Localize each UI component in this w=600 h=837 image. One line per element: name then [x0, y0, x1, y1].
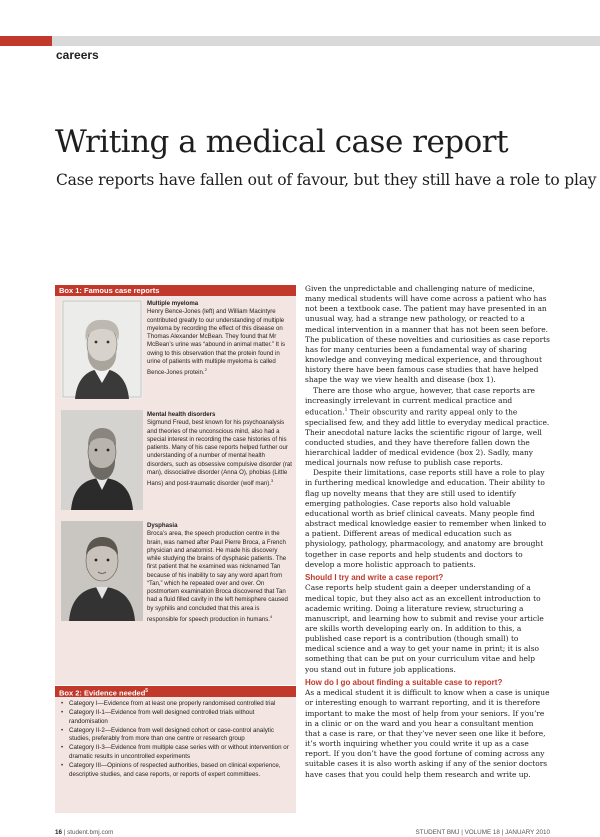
- page-number: 16: [55, 829, 63, 836]
- list-item: • Category III—Opinions of respected authorities, based on clinical experience, descriptive studies, and case reports, or reports of expert committees.: [69, 762, 290, 779]
- famous-case-mental-health: [147, 411, 292, 488]
- box1-header: Box 1: Famous case reports: [55, 285, 296, 296]
- portrait-bence-jones-image: [61, 299, 143, 399]
- footer-left: [55, 829, 113, 836]
- list-item: • Category I—Evidence from at least one properly randomised controlled trial: [69, 700, 290, 709]
- section-label: careers: [56, 48, 99, 62]
- reference-marker: 4: [269, 613, 273, 619]
- portrait-freud-image: [61, 410, 143, 510]
- famous-case-text: Henry Bence-Jones (left) and William Macintyre contributed greatly to our understanding of multiple myeloma by recording the effect of this disease on Thomas Alexander McBean. They found that Mr McBean’s urine was “abound in animal matter.” It is owing to this observation that the protein found in urine of patients with multiple myeloma is called Bence-Jones protein.: [147, 308, 286, 377]
- paragraph: Case reports help student gain a deeper understanding of a medical topic, but they also act as an excellent introduction to academic writing. Doing a literature review, structuring a manuscript, and learning how to submit and revise your article are skills worth developing early on. In addition to this, a published case report is a contribution (though small) to medical science and a way to get your name in print; it is also something that can be put on your curriculum vitae and help you stand out in future job applications.: [305, 583, 544, 674]
- famous-case-name: Dysphasia: [147, 522, 178, 529]
- reference-marker: 2: [204, 367, 207, 372]
- box-evidence-needed: [55, 686, 296, 813]
- list-item: • Category II-2—Evidence from well designed cohort or case-control analytic studies, preferably from more than one centre or research group: [69, 727, 290, 744]
- header-rule: [52, 36, 600, 46]
- famous-case-multiple-myeloma: [147, 300, 292, 377]
- paragraph: Despite their limitations, case reports still have a role to play in furthering medical knowledge and education. Their ability to flag up novelty means that they are still used to identify emerging pathologies. Case reports also hold valuable educational worth as brief clinical caveats. Many people find abstract medical knowledge easier to remember when linked to a patient. Different areas of medical education such as physiology, pathology, pharmacology, and anatomy are brought together in case reports and help students and doctors to develop a more holistic approach to patients.: [305, 468, 547, 569]
- paragraph: [305, 386, 550, 469]
- section-color-bar: [0, 36, 52, 46]
- paragraph: As a medical student it is difficult to know when a case is unique or interesting enough to warrant reporting, and it is therefore important to make the most of help from your seniors. If you’re in a clinic or on the ward and you hear a consultant mention that a case is rare, or that they’ve never seen one like it before, it’s worth inquiring whether you could write it up as a case report. If you don’t have the good fortune of coming across any suitable cases it is also worth asking if any of the senior doctors have cases that you could help them research and write up.: [305, 688, 550, 779]
- footer-journal: STUDENT BMJ | VOLUME 18 | JANUARY 2010: [415, 829, 550, 836]
- footer-site: student.bmj.com: [67, 829, 114, 836]
- famous-case-text: Broca’s area, the speech production centre in the brain, was named after Paul Pierre Broca, a French physician and anatomist. He made his discovery while studying the brains of dysphasic patients. The first patient that he examined was nicknamed Tan because of his inability to say any word apart from “Tan,” which he repeated over and over. On postmortem examination Broca discovered that Tan had a fluid filled cavity in the left hemisphere caused by syphilis and concluded that this area is responsible for speech production in humans.: [147, 530, 288, 623]
- section-heading: Should I try and write a case report?: [305, 572, 444, 582]
- famous-case-text: Sigmund Freud, best known for his psychoanalysis and theories of the unconscious mind, also had a special interest in recording the case histories of his patients. Many of his case reports helped further our understanding of a number of mental health disorders, such as obsessive compulsive disorder (rat man), dissociative disorder (Anna O), phobias (Little Hans) and post-traumatic disorder (wolf man).: [147, 419, 292, 488]
- portrait-broca-image: [61, 521, 143, 621]
- paragraph: Given the unpredictable and challenging nature of medicine, many medical students will have come across a patient who has not been a textbook case. The patient may have presented in an unusual way, had a strange new pathology, or reacted to a medical intervention in a manner that has not been seen before. The publication of these novelties and curiosities as case reports has for many centuries been a fundamental way of sharing knowledge and conveying medical experience, and throughout history there have been famous case studies that have helped shape the way we view health and disease (box 1).: [305, 284, 550, 385]
- list-item: • Category II-3—Evidence from multiple case series with or without intervention or dramatic results in uncontrolled experiments: [69, 744, 290, 761]
- reference-marker: 1: [344, 407, 348, 413]
- paragraph-text: Their obscurity and rarity appeal only to the specialised few, and they add little to everyday medical practice. Their anecdotal nature lacks the scientific rigour of large, well conducted studies, and they have therefore fallen down the hierarchical ladder of medical evidence (box 2). Sadly, many medical journals now refuse to publish case reports.: [305, 407, 550, 468]
- famous-case-dysphasia: [147, 522, 292, 624]
- footer-divider: |: [63, 829, 68, 836]
- box-famous-case-reports: [55, 285, 296, 685]
- list-item: • Category II-1—Evidence from well designed controlled trials without randomisation: [69, 709, 290, 726]
- box2-header: [55, 686, 296, 697]
- page-title: Writing a medical case report: [55, 124, 509, 160]
- evidence-list: [55, 700, 296, 779]
- reference-marker: 5: [145, 688, 149, 694]
- famous-case-name: Multiple myeloma: [147, 300, 199, 307]
- article-body: [305, 284, 550, 780]
- reference-marker: 3: [270, 478, 274, 483]
- section-heading: How do I go about finding a suitable case to report?: [305, 677, 503, 687]
- box2-header-label: Box 2: Evidence needed: [59, 688, 146, 698]
- page-subtitle: Case reports have fallen out of favour, but they still have a role to play: [56, 171, 597, 189]
- famous-case-name: Mental health disorders: [147, 411, 216, 418]
- paragraph-text: There are those who argue, however, that case reports are increasingly irrelevant in current medical practice and education.: [305, 385, 535, 417]
